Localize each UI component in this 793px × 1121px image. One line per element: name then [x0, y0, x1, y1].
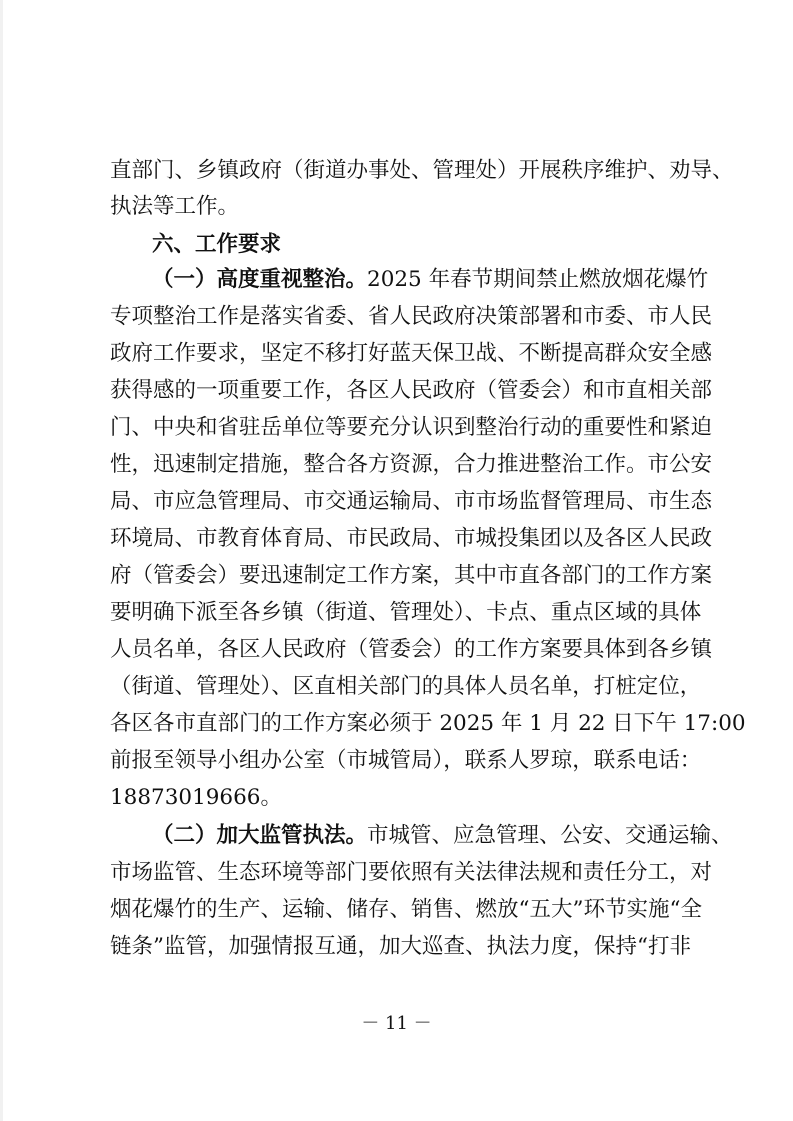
page-number: － 11 － [361, 1013, 432, 1034]
body-text-line: 局、市应急管理局、市交通运输局、市市场监督管理局、市生态 [110, 489, 713, 514]
body-text-line: 政府工作要求，坚定不移打好蓝天保卫战、不断提高群众安全感 [110, 341, 713, 366]
body-text-line: 要明确下派至各乡镇（街道、管理处）、卡点、重点区域的具体 [110, 600, 702, 625]
paragraph-lead: （一）高度重视整治。 [152, 267, 368, 292]
body-text-line: 性，迅速制定措施，整合各方资源，合力推进整治工作。市公安 [110, 452, 713, 477]
body-text-line: 执法等工作。 [110, 194, 240, 219]
body-text-line: 18873019666。 [110, 785, 282, 810]
body-text-line: 市场监管、生态环境等部门要依照有关法律法规和责任分工，对 [110, 860, 713, 885]
body-text-line: 获得感的一项重要工作，各区人民政府（管委会）和市直相关部 [110, 378, 713, 403]
body-text-line: 直部门、乡镇政府（街道办事处、管理处）开展秩序维护、劝导、 [110, 158, 734, 183]
body-text-line: 各区各市直部门的工作方案必须于 2025 年 1 月 22 日下午 17:00 [110, 711, 746, 736]
paragraph-text: 市城管、应急管理、公安、交通运输、 [367, 823, 733, 848]
body-text-line: 前报至领导小组办公室（市城管局），联系人罗琼，联系电话： [110, 748, 702, 773]
body-text-line: 链条”监管，加强情报互通，加大巡查、执法力度，保持“打非 [110, 934, 691, 959]
body-text-line: 环境局、市教育体育局、市民政局、市城投集团以及各区人民政 [110, 526, 713, 551]
paragraph-first-line [152, 818, 733, 854]
body-text-line: 人员名单，各区人民政府（管委会）的工作方案要具体到各乡镇 [110, 637, 713, 662]
paragraph-first-line [152, 262, 709, 298]
paragraph-lead: （二）加大监管执法。 [152, 823, 368, 848]
body-text-line: 门、中央和省驻岳单位等要充分认识到整治行动的重要性和紧迫 [110, 415, 713, 440]
section-heading: 六、工作要求 [152, 232, 282, 257]
body-text-line: （街道、管理处）、区直相关部门的具体人员名单，打桩定位， [110, 674, 702, 699]
scan-edge [0, 0, 3, 1121]
paragraph-text: 2025 年春节期间禁止燃放烟花爆竹 [367, 267, 709, 292]
body-text-line: 府（管委会）要迅速制定工作方案，其中市直各部门的工作方案 [110, 563, 713, 588]
body-text-line: 专项整治工作是落实省委、省人民政府决策部署和市委、市人民 [110, 304, 713, 329]
body-text-line: 烟花爆竹的生产、运输、储存、销售、燃放“五大”环节实施“全 [110, 897, 702, 922]
